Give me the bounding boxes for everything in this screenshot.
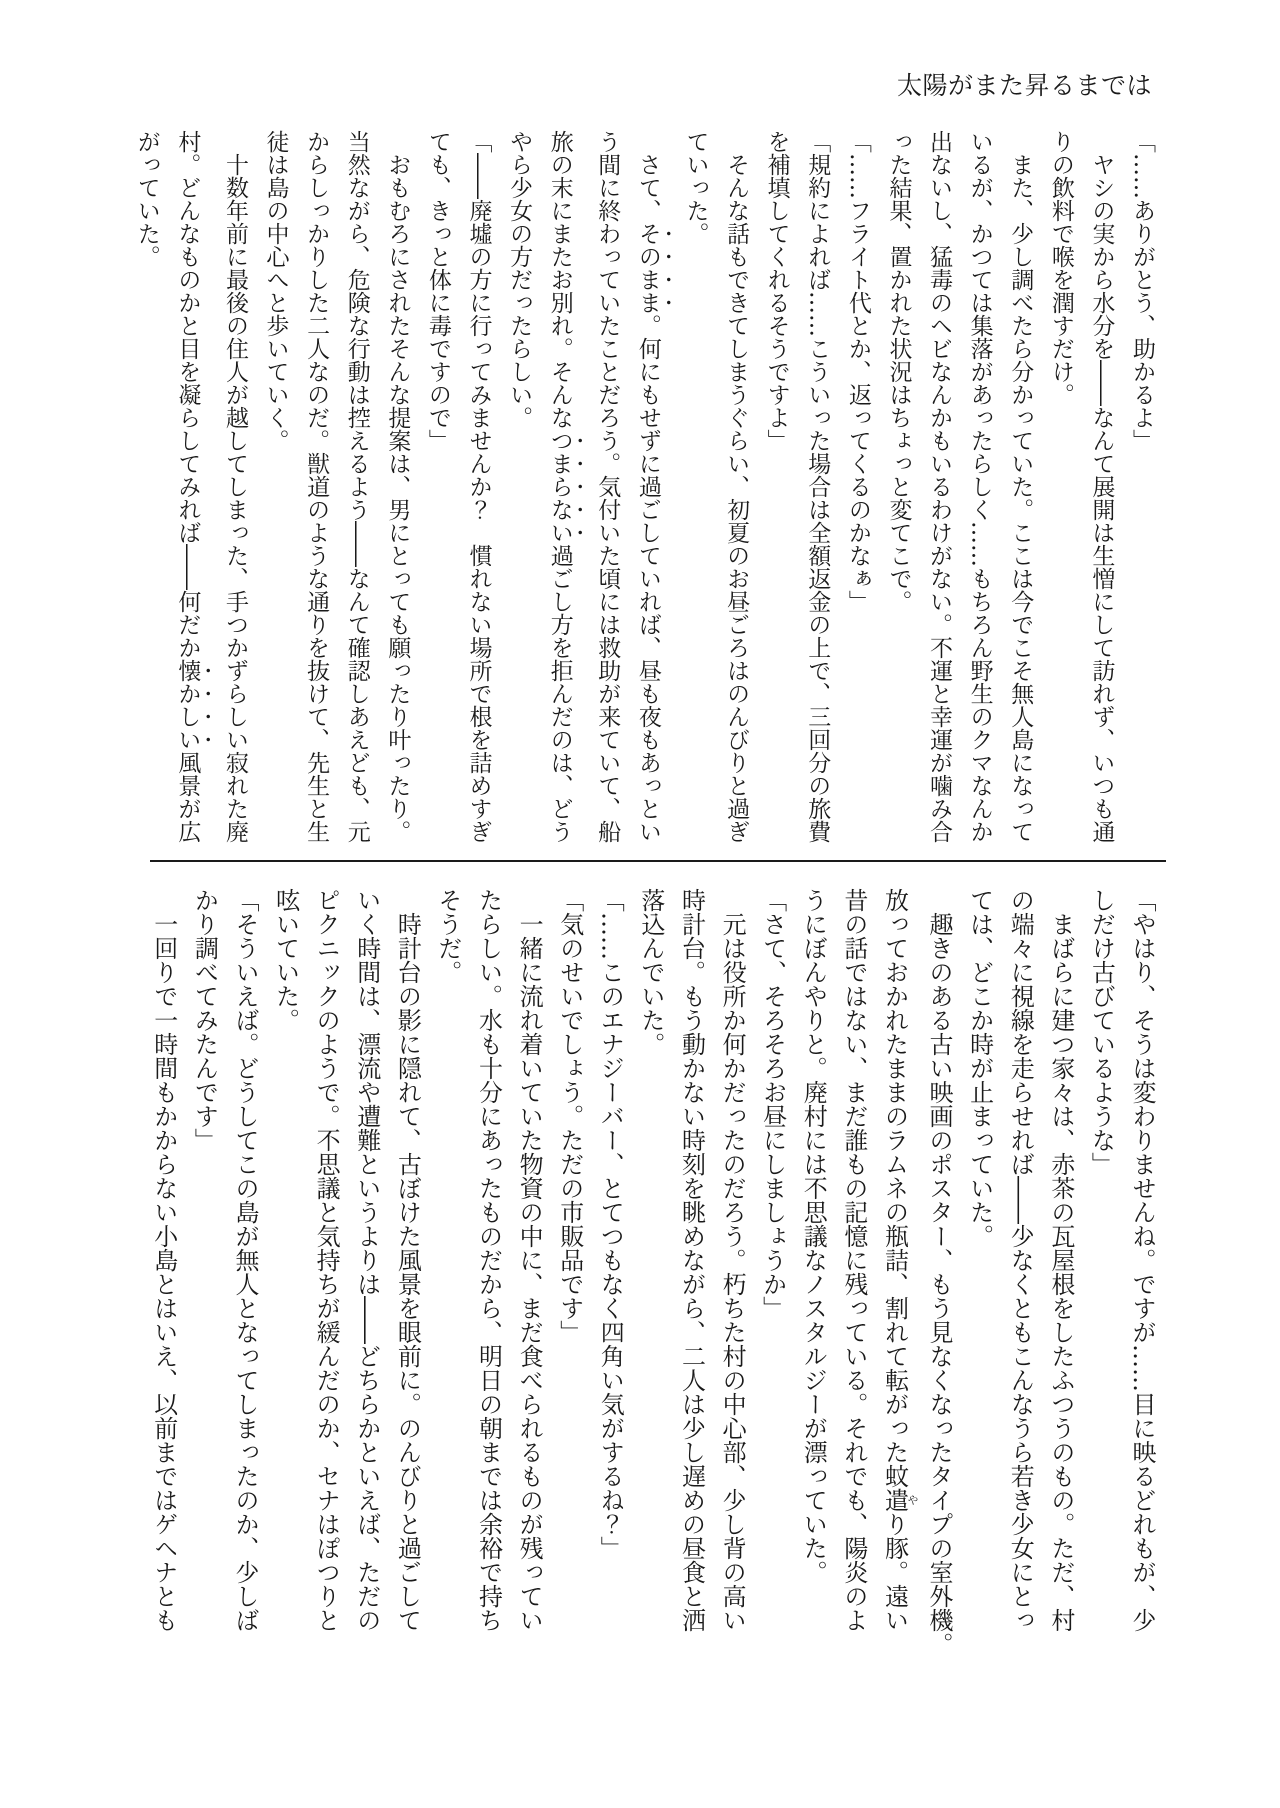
text-line (711, 888, 752, 1633)
text-run: ピクニックのようで。不思議と気持ちが緩んだのか、セナはぽつりと (312, 888, 341, 1632)
text-line (627, 130, 675, 844)
text-run: 「……ありがとう、助かるよ」 (1129, 130, 1155, 452)
text-line (499, 130, 540, 844)
text-run: の端々に視線を走らせれば――少なくともこんなうら若き少女にとっ (1006, 888, 1035, 1632)
running-head: 太陽がまた昇るまでは (896, 71, 1152, 100)
text-run: った結果、置かれた状況はちょっと変てこで。 (885, 130, 912, 613)
text-run: 時計台の影に隠れて、古ぼけた風景を眼前に。のんびりと過ごして (393, 888, 422, 1632)
text-run: まばらに建つ家々は、赤茶の瓦屋根をしたふつうのもの。ただ、村 (1046, 888, 1075, 1632)
text-line (387, 888, 428, 1633)
text-run: 元は役所か何かだったのだろう。朽ちた村の中心部、少し背の高い (718, 888, 747, 1632)
text-line (306, 888, 347, 1633)
text-run: 当然ながら、危険な行動は控えるよう――なんて確認しあえども、元 (343, 130, 370, 843)
text-run: ヤシの実から水分を――なんて展開は生憎にして訪れず、いつも通 (1088, 130, 1115, 843)
ruby-annotated-text: 遣や (880, 1488, 919, 1512)
text-line (590, 888, 631, 1633)
text-line (143, 888, 184, 1633)
text-run: おもむろにされたそんな提案は、男にとっても願ったり叶ったり。 (384, 130, 411, 843)
text-block-top (126, 130, 1162, 844)
text-line (833, 888, 874, 1633)
text-run: 「――廃墟の方に行ってみませんか？ 慣れない場所で根を詰めすぎ (465, 130, 492, 843)
text-line (918, 130, 959, 844)
text-line (126, 130, 167, 844)
section-divider (150, 860, 1166, 862)
text-run: うにぼんやりと。廃村には不思議なノスタルジーが漂っていた。 (799, 888, 828, 1584)
text-run: 趣きのある古い映画のポスター、もう見なくなったタイプの室外機。 (925, 888, 954, 1656)
text-line (1081, 130, 1122, 844)
text-run: ても、きっと体に毒ですので」 (424, 130, 451, 452)
text-run: 落込んでいた。 (636, 888, 665, 1056)
text-line (1000, 130, 1041, 844)
text-line (959, 130, 1000, 844)
text-run: ては、どこか時が止まっていた。 (965, 888, 994, 1248)
text-run: そうだ。 (433, 888, 462, 984)
text-line (837, 130, 878, 844)
text-run: う間に終わっていたことだろう。気付いた頃には救助が来ていて、船 (594, 130, 621, 843)
text-run: からしっかりした二人なのだ。獣道のような通りを抜けて、先生と生 (303, 130, 330, 843)
text-line (458, 130, 499, 844)
text-run: 村。どんなものかと目を凝らしてみれば――何だか (174, 130, 201, 659)
text-line (1121, 130, 1162, 844)
emphasized-text: つまらない (546, 429, 573, 544)
text-run: 。何にもせずに過ごしていれば、昼も夜もあっとい (634, 314, 661, 843)
text-line (377, 130, 418, 844)
text-line (1040, 130, 1081, 844)
text-run: 「気のせいでしょう。ただの市販品です」 (555, 888, 584, 1344)
text-line (336, 130, 377, 844)
text-run: 出ないし、猛毒のヘビなんかもいるわけがない。不運と幸運が噛み合 (926, 130, 953, 843)
text-line (918, 888, 959, 1656)
text-line (671, 888, 712, 1633)
text-run: 十数年前に最後の住人が越してしまった、手つかずらしい寂れた廃 (221, 130, 248, 843)
text-line (675, 130, 716, 844)
text-run: りの飲料で喉を潤すだけ。 (1047, 130, 1074, 406)
text-run: しだけ古びているような」 (1087, 888, 1116, 1176)
text-run: を補填してくれるそうですよ」 (763, 130, 790, 452)
text-run: 「規約によれば……こういった場合は全額返金の上で、三回分の旅費 (804, 130, 831, 843)
text-line (587, 130, 628, 844)
text-run: 呟いていた。 (271, 888, 300, 1032)
text-line (468, 888, 509, 1633)
text-line (224, 888, 265, 1633)
text-line (214, 130, 255, 844)
text-line (417, 130, 458, 844)
text-run: がっていた。 (133, 130, 160, 268)
text-line (959, 888, 1000, 1633)
text-line (797, 130, 838, 844)
text-run: いるが、かつては集落があったらしく……もちろん野生のクマなんか (966, 130, 993, 843)
text-run: 「そういえば。どうしてこの島が無人となってしまったのか、少しば (230, 888, 259, 1632)
text-run: いく時間は、漂流や遭難というよりは――どちらかといえば、ただの (352, 888, 381, 1632)
text-run: 昔の話ではない、まだ誰もの記憶に残っている。それでも、陽炎のよ (839, 888, 868, 1632)
text-line (1000, 888, 1041, 1633)
text-run: 時計台。もう動かない時刻を眺めながら、二人は少し遅めの昼食と洒 (677, 888, 706, 1632)
text-run: 「……フライト代とか、返ってくるのかなぁ」 (844, 130, 871, 613)
text-run: 「さて、そろそろお昼にしましょうか」 (758, 888, 787, 1320)
text-run: 風景が広 (174, 751, 201, 843)
text-run: 「やはり、そうは変わりませんね。ですが……目に映るどれもが、少 (1128, 888, 1156, 1632)
text-run: さて、 (634, 130, 661, 222)
text-line (296, 130, 337, 844)
text-run: り豚。遠い (880, 1512, 909, 1632)
text-run: 一回りで一時間もかからない小島とはいえ、以前まではゲヘナとも (149, 888, 178, 1632)
text-line (756, 130, 797, 844)
text-line (184, 888, 225, 1633)
text-line (793, 888, 834, 1633)
text-run: かり調べてみたんです」 (190, 888, 219, 1152)
text-run: 旅の末にまたお別れ。そんな (546, 130, 573, 429)
text-run: 過ごし方を拒んだのは、どう (546, 544, 573, 843)
text-line (255, 130, 296, 844)
text-line (427, 888, 468, 1633)
text-run: ていった。 (682, 130, 709, 245)
text-run: やら少女の方だったらしい。 (506, 130, 533, 429)
text-run: そんな話もできてしまうぐらい、初夏のお昼ごろはのんびりと過ぎ (723, 130, 750, 843)
text-block-bottom (143, 888, 1162, 1656)
emphasized-text: そのまま (634, 222, 661, 314)
text-line (715, 130, 756, 844)
text-run: 放っておかれたままのラムネの瓶詰、割れて転がった蚊 (880, 888, 909, 1488)
text-line (752, 888, 793, 1633)
text-line (549, 888, 590, 1633)
text-line (167, 130, 215, 844)
text-line (1121, 888, 1162, 1633)
text-line (346, 888, 387, 1633)
text-run: 徒は島の中心へと歩いていく。 (262, 130, 289, 452)
text-run: 「……このエナジーバー、とてつもなく四角い気がするね？」 (596, 888, 625, 1560)
text-line (265, 888, 306, 1633)
text-line (539, 130, 587, 844)
text-run: 一緒に流れ着いていた物資の中に、まだ食べられるものが残ってい (515, 888, 544, 1632)
text-line (630, 888, 671, 1633)
text-line (509, 888, 550, 1633)
text-line (1081, 888, 1122, 1633)
text-run: たらしい。水も十分にあったものだから、明日の朝までは余裕で持ち (474, 888, 503, 1632)
text-line (878, 130, 919, 844)
text-line (874, 888, 919, 1633)
text-run: また、少し調べたら分かっていた。ここは今でこそ無人島になって (1007, 130, 1034, 843)
text-line (1040, 888, 1081, 1633)
emphasized-text: 懐かしい (174, 659, 201, 751)
